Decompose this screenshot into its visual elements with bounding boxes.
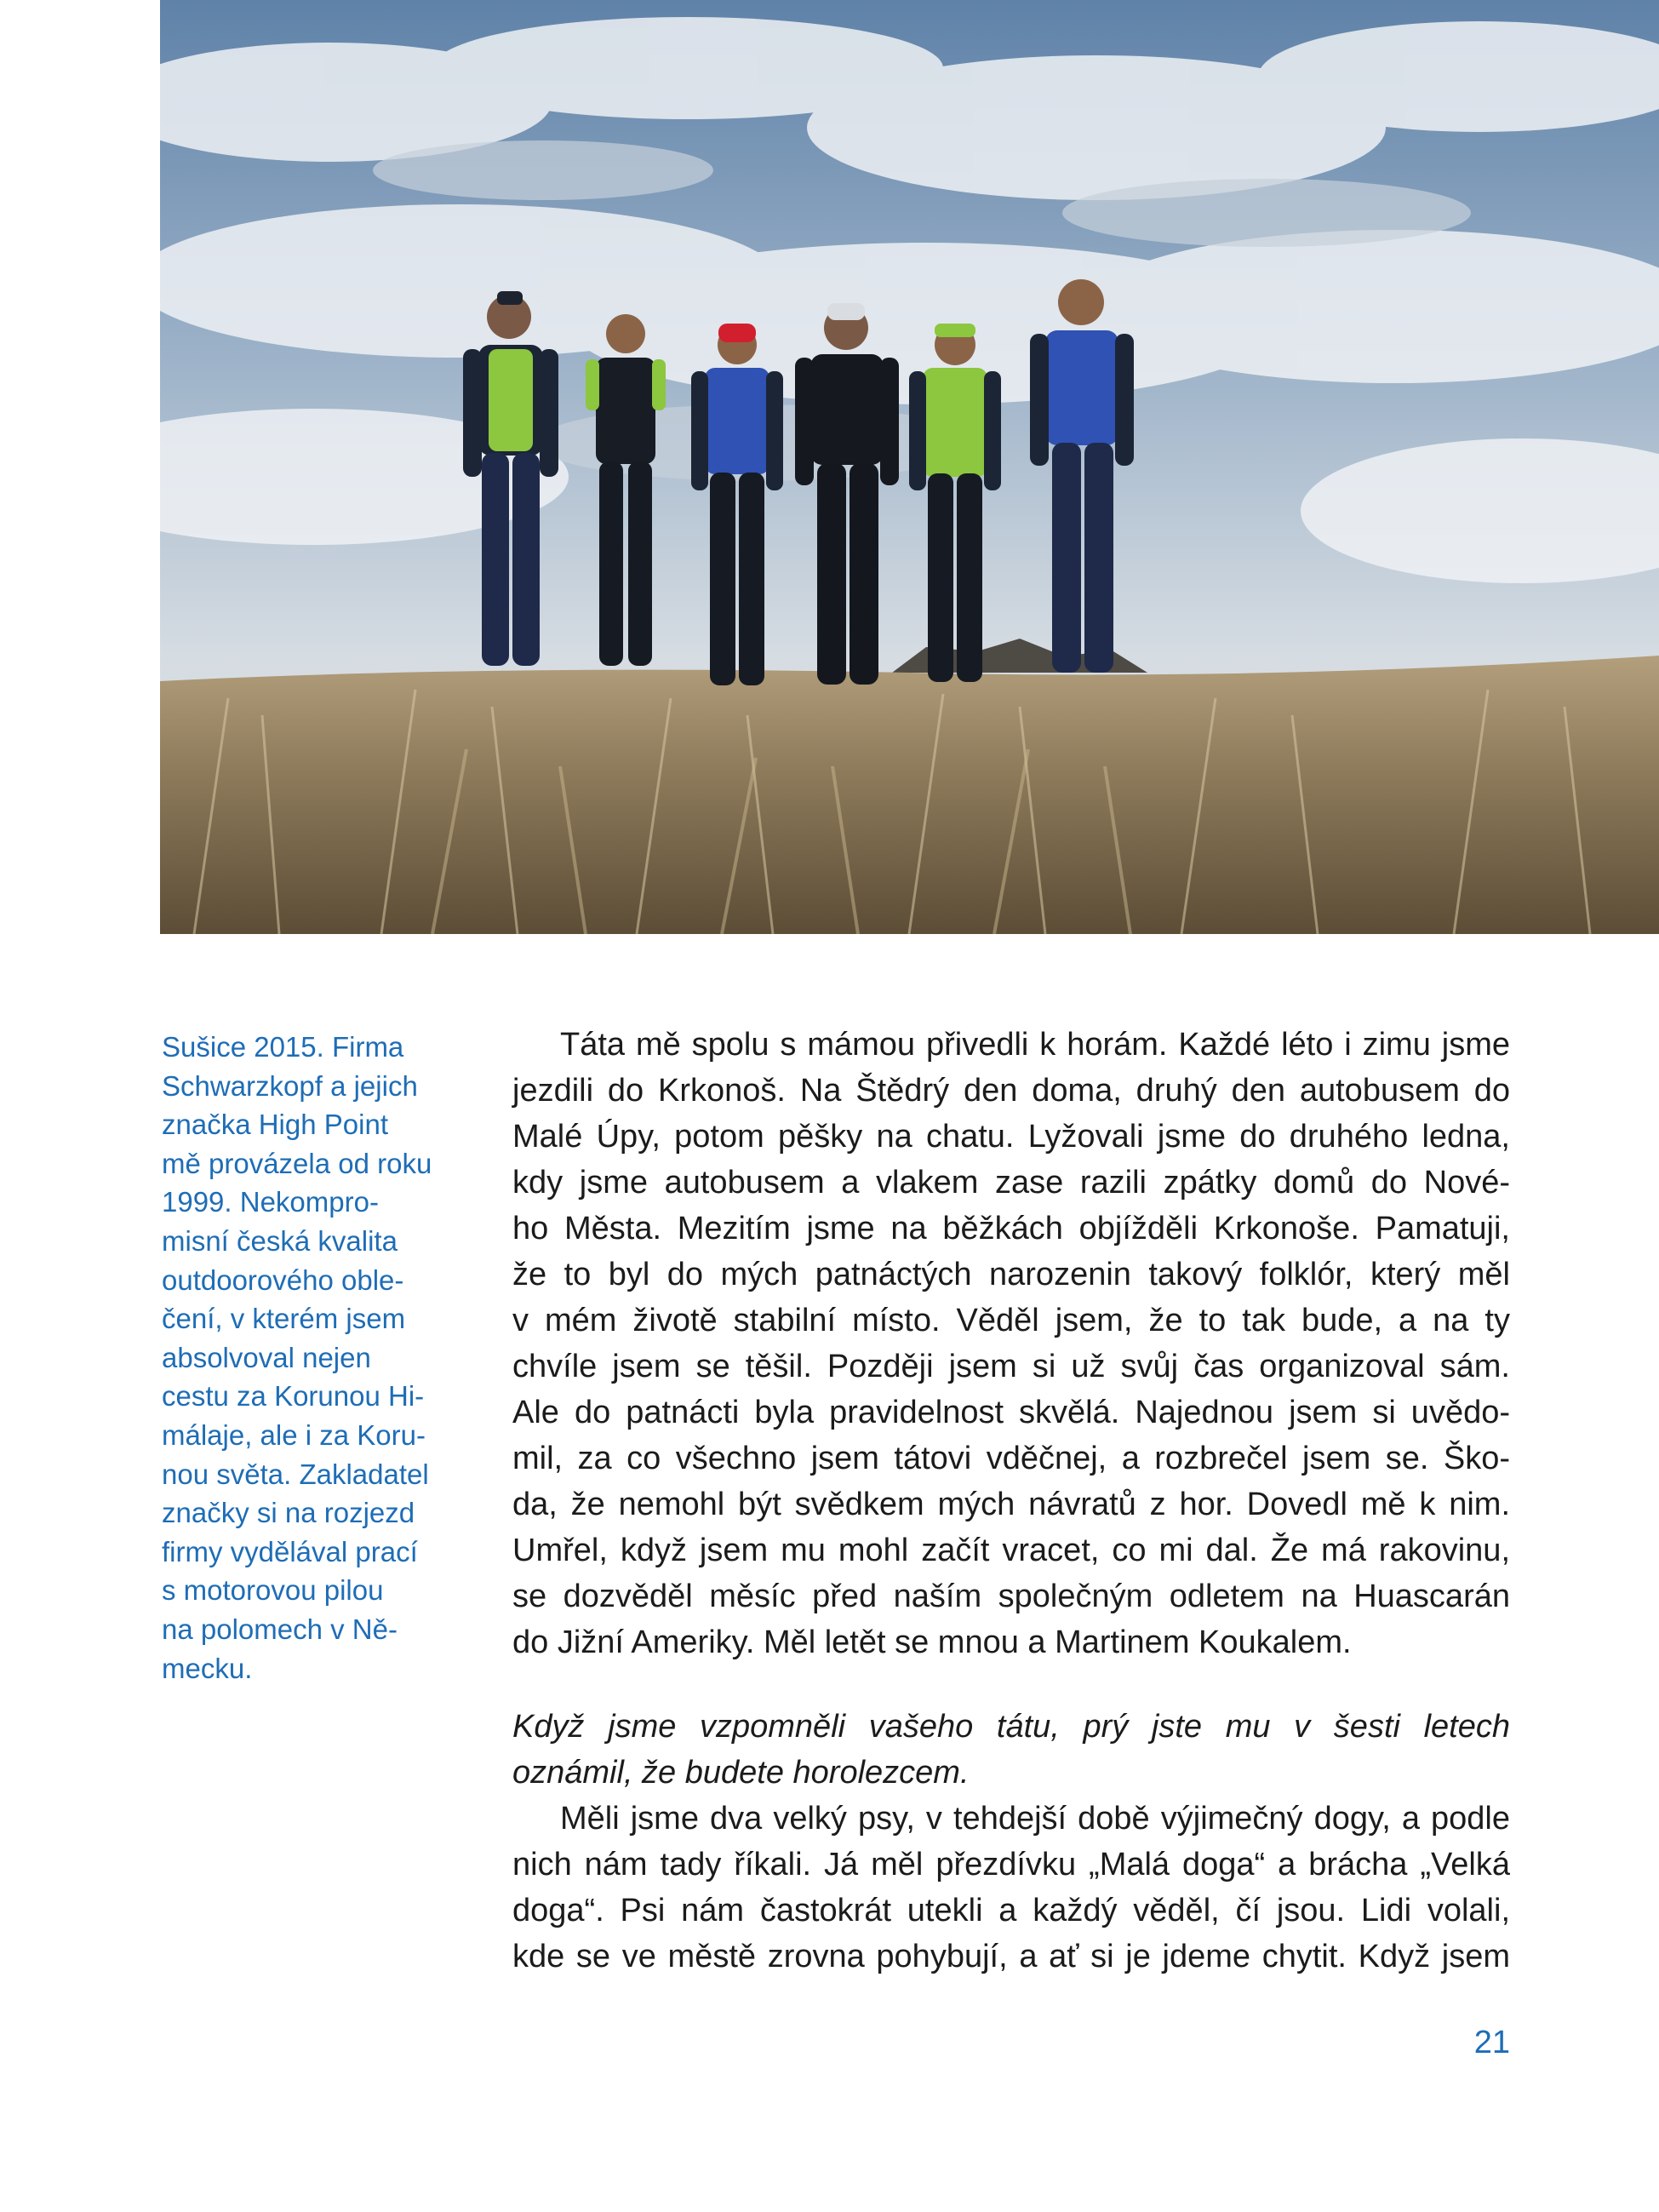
text-line: Táta mě spolu s mámou přivedli k horám. Každé léto i zimu jsme bbox=[560, 1027, 1510, 1063]
text-line: jezdili do Krkonoš. Na Štědrý den doma, druhý den autobusem do bbox=[512, 1073, 1510, 1109]
page-number: 21 bbox=[1473, 2025, 1510, 2060]
question-line: oznámil, že budete horolezcem. bbox=[512, 1755, 970, 1791]
photo-caption bbox=[162, 1028, 455, 1688]
text-line: da, že nemohl být svědkem mých návratů z hor. Dovedl mě k nim. bbox=[512, 1487, 1510, 1522]
caption-line: misní česká kvalita bbox=[162, 1224, 398, 1257]
caption-line: čení, v kterém jsem bbox=[162, 1303, 406, 1335]
interview-question bbox=[512, 1704, 1510, 1796]
text-line: doga“. Psi nám častokrát utekli a každý věděl, čí jsou. Lidi volali, bbox=[512, 1893, 1510, 1928]
text-line: Umřel, když jsem mu mohl začít vracet, co mi dal. Že má rakovinu, bbox=[512, 1533, 1510, 1568]
text-line: chvíle jsem se těšil. Později jsem si už svůj čas organizoval sám. bbox=[512, 1349, 1510, 1384]
text-line: ho Města. Mezitím jsme na běžkách objížděli Krkonoše. Pamatuji, bbox=[512, 1211, 1510, 1246]
caption-line: na polomech v Ně- bbox=[162, 1613, 398, 1645]
paragraph-2 bbox=[512, 1796, 1510, 1980]
paragraph-1 bbox=[512, 1022, 1510, 1665]
hikers-photo-illustration bbox=[160, 0, 1659, 934]
text-line: že to byl do mých patnáctých narozenin takový folklór, který měl bbox=[512, 1257, 1510, 1292]
caption-line: firmy vydělával prací bbox=[162, 1535, 418, 1567]
caption-line: outdoorového oble- bbox=[162, 1264, 404, 1296]
text-line: nich nám tady říkali. Já měl přezdívku „Malá doga“ a brácha „Velká bbox=[512, 1847, 1510, 1882]
main-text bbox=[512, 1022, 1510, 1980]
text-line: Měli jsme dva velký psy, v tehdejší době výjimečný dogy, a podle bbox=[560, 1801, 1510, 1837]
caption-line: absolvoval nejen bbox=[162, 1341, 371, 1373]
caption-line: značky si na rozjezd bbox=[162, 1497, 415, 1529]
text-line: se dozvěděl měsíc před naším společným odletem na Huascarán bbox=[512, 1579, 1510, 1614]
caption-line: Schwarzkopf a jejich bbox=[162, 1069, 418, 1102]
text-line: do Jižní Ameriky. Měl letět se mnou a Martinem Koukalem. bbox=[512, 1625, 1352, 1660]
caption-line: cestu za Korunou Hi- bbox=[162, 1380, 425, 1413]
text-line: kde se ve městě zrovna pohybují, a ať si je jdeme chytit. Když jsem bbox=[512, 1939, 1510, 1974]
text-line: Ale do patnácti byla pravidelnost skvělá. Najednou jsem si uvědo- bbox=[512, 1395, 1510, 1430]
caption-line: s motorovou pilou bbox=[162, 1574, 384, 1607]
question-line: Když jsme vzpomněli vašeho tátu, prý jste mu v šesti letech bbox=[512, 1709, 1510, 1745]
caption-line: nou světa. Zakladatel bbox=[162, 1458, 429, 1490]
caption-line: značka High Point bbox=[162, 1109, 388, 1141]
caption-line: mecku. bbox=[162, 1652, 253, 1684]
caption-line: 1999. Nekompro- bbox=[162, 1186, 379, 1218]
text-line: kdy jsme autobusem a vlakem zase razili zpátky domů do Nové- bbox=[512, 1165, 1510, 1201]
hikers-photo bbox=[160, 0, 1659, 934]
text-line: mil, za co všechno jsem tátovi vděčnej, a rozbrečel jsem se. Ško- bbox=[512, 1441, 1510, 1476]
paragraph-gap bbox=[512, 1665, 1510, 1704]
text-line: Malé Úpy, potom pěšky na chatu. Lyžovali jsme do druhého ledna, bbox=[512, 1119, 1510, 1155]
text-line: v mém životě stabilní místo. Věděl jsem, že to tak bude, a na ty bbox=[512, 1303, 1510, 1338]
caption-line: málaje, ale i za Koru- bbox=[162, 1418, 426, 1451]
caption-line: Sušice 2015. Firma bbox=[162, 1031, 404, 1063]
caption-line: mě provázela od roku bbox=[162, 1147, 432, 1179]
